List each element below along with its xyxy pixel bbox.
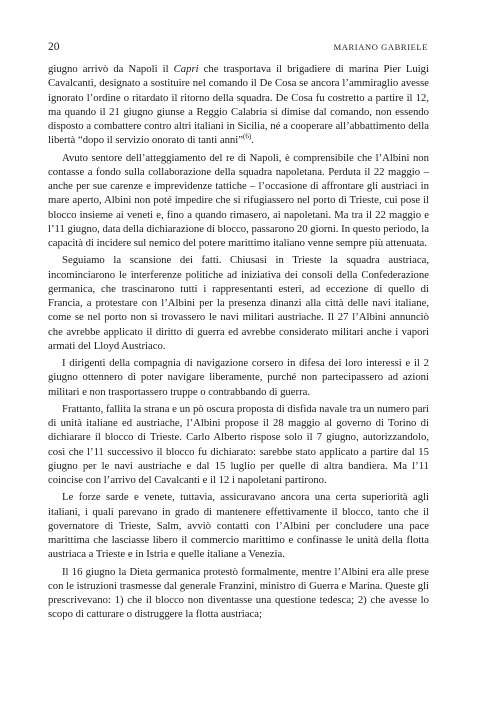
page-number: 20 — [48, 41, 60, 53]
paragraph: I dirigenti della compagnia di navigazione corsero in difesa dei loro interessi e il 2 giugno ottennero di poter navigare liberamente, purché non partecipassero ad azioni militari e non trasportassero truppe o contrabbando di guerra. — [48, 357, 429, 398]
paragraph: Le forze sarde e venete, tuttavia, assicuravano ancora una certa superiorità agli italiani, i quali parevano in grado di mantenere effettivamente il blocco, tanto che il governatore di Trieste, Salm, avviò contatti con l’Albini per concludere una pace marittima che lasciasse libero il commercio marittimo e confinasse le unità della flotta austriaca a Trieste e in Istria e quelle italiane a Venezia. — [48, 491, 429, 561]
page-header — [48, 41, 428, 53]
running-head: MARIANO GABRIELE — [333, 42, 428, 52]
body-text — [48, 62, 429, 625]
footnote-reference: (6) — [243, 132, 252, 141]
paragraph: Frattanto, fallita la strana e un pò oscura proposta di disfida navale tra un numero pari di unità italiane ed austriache, l’Albini propose il 28 maggio al governo di Torino di dichiarare il blocco di Trieste. Carlo Alberto rispose solo il 7 giugno, autorizzandolo, così che l’11 successivo il blocco fu dichiarato: sarebbe stato applicato a partire dal 15 giugno per le navi austriache e dal 15 luglio per quelle di altra bandiera. Ma l’11 coincise con l’arrivo del Cavalcanti e il 12 i napoletani partirono. — [48, 402, 429, 486]
paragraph-text: che trasportava il brigadiere di marina Pier Luigi Cavalcanti, designato a sostituire nel comando il De Cosa se ancora l’ammiraglio avesse ignorato l’ordine o ritardato il ritorno della squadra. De Cosa fu costretto a partire il 12, ma quando il 21 giugno giunse a Reggio Calabria si dimise dal comando, non essendo disposto a combattere contro altri italiani in Sicilia, né a cooperare all’abbattimento della libertà “dopo il servizio onorato di tanti anni” — [48, 63, 429, 147]
paragraph-text: . — [251, 134, 254, 147]
ship-name: Capri — [173, 63, 199, 75]
paragraph: Il 16 giugno la Dieta germanica protestò formalmente, mentre l’Albini era alle prese con le istruzioni trasmesse dal generale Franzini, ministro di Guerra e Marina. Queste gli prescrivevano: 1) che il blocco non diventasse una questione tedesca; 2) che avesse lo scopo di catturare o distruggere la flotta austriaca; — [48, 565, 429, 621]
paragraph: Avuto sentore dell’atteggiamento del re di Napoli, è comprensibile che l’Albini non contasse a fondo sulla collaborazione della squadra napoletana. Perduta il 22 maggio – anche per sue carenze e imprevidenze tattiche – l’occasione di affrontare gli austriaci in mare aperto, Albini non poté impedire che si rifugiassero nel porto di Trieste, cui pose il blocco insieme ai veneti e, fino a quando rimasero, ai napoletani. Ma tra il 22 maggio e l’11 giugno, data della dichiarazione di blocco, passarono 20 giorni. In questo periodo, la capacità di incidere sul nemico del potere marittimo italiano venne sempre più attenuata. — [48, 151, 429, 249]
paragraph-text: giugno arrivò da Napoli il — [48, 63, 174, 75]
paragraph — [48, 62, 429, 148]
paragraph: Seguiamo la scansione dei fatti. Chiusasi in Trieste la squadra austriaca, incominciarono le interferenze politiche ad iniziativa dei consoli della Confederazione germanica, che trascinarono tutti i rappresentanti esteri, ad eccezione di quello di Francia, a protestare con l’Albini per la presenza dinanzi alla città delle navi italiane, come se nel porto non si trovassero le navi militari austriache. Il 27 l’Albini annunciò che avrebbe applicato il diritto di guerra ed avrebbe considerato militari anche i vapori armati del Lloyd Austriaco. — [48, 254, 429, 352]
